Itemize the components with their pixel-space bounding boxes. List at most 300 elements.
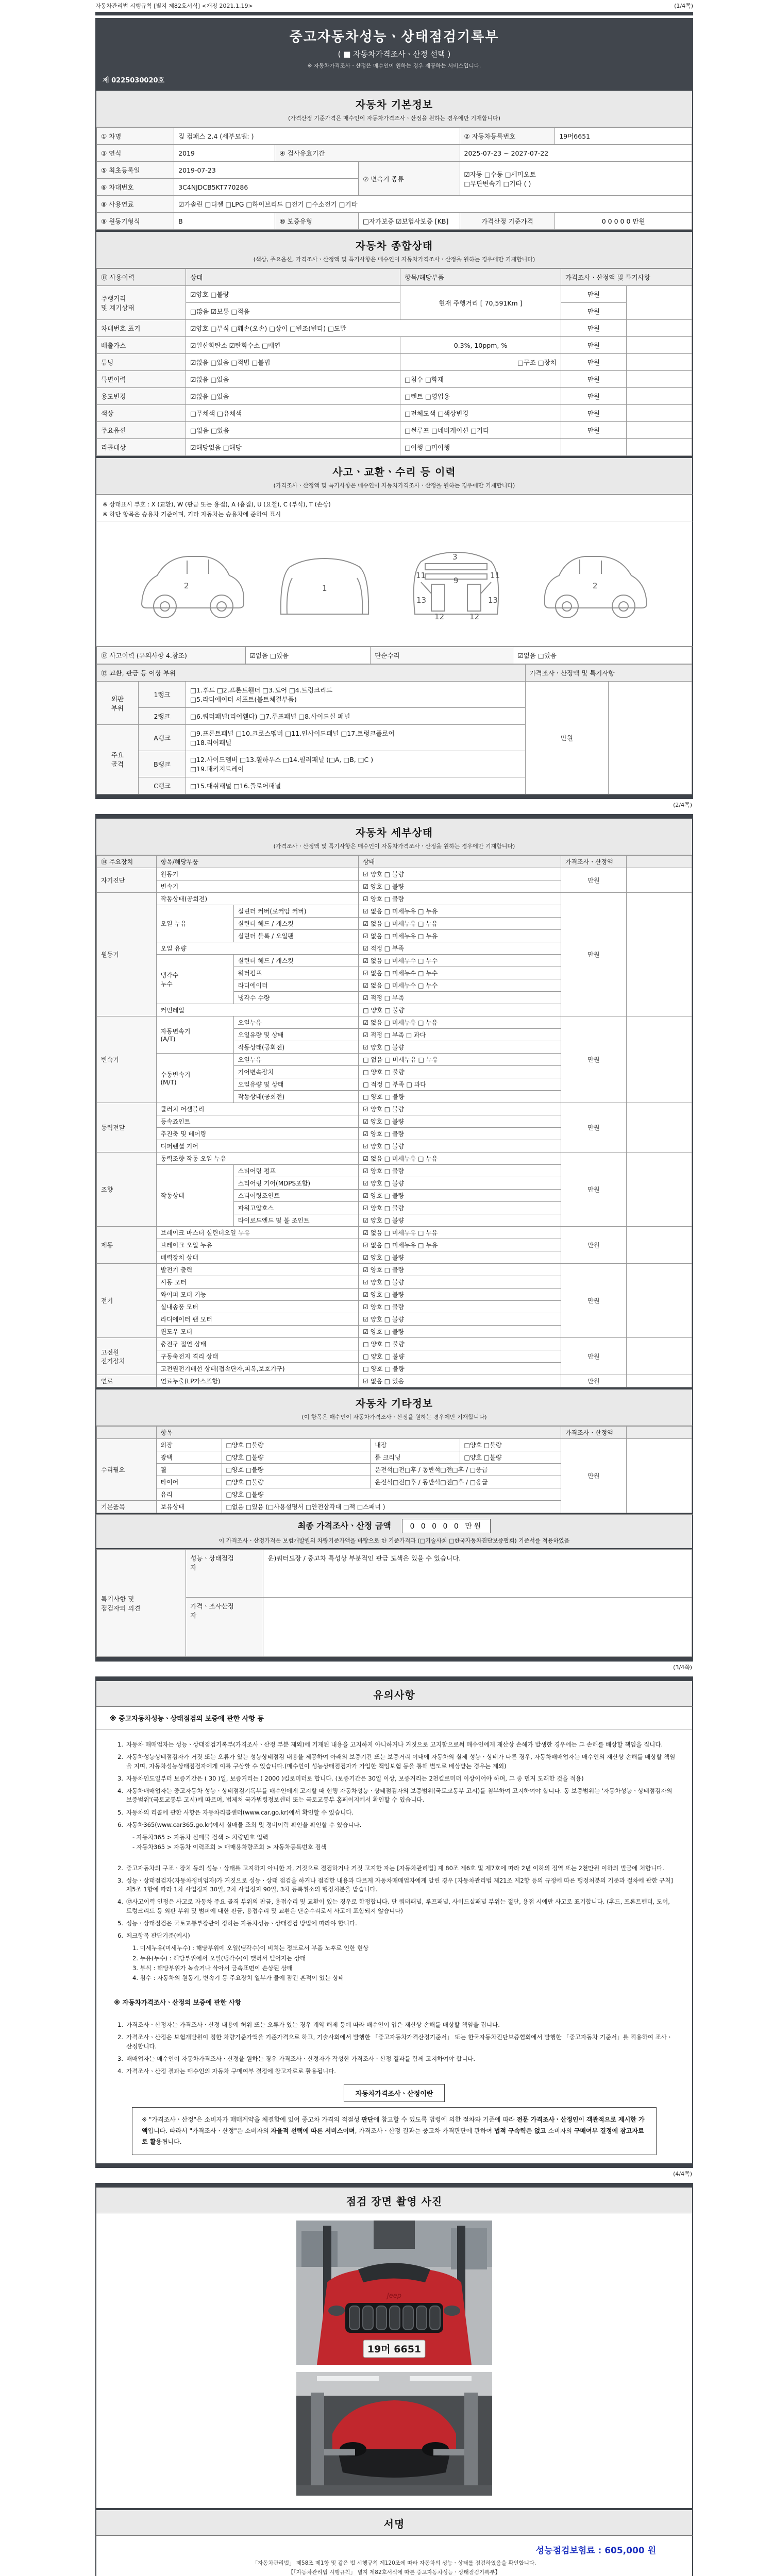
table-cell: ☑ 양호 □ 불량 [359,1264,561,1276]
notice-item: 5. 성능ㆍ상태점검은 국토교통부장관이 정하는 자동차성능ㆍ상태점검 방법에 따라야 합니다. [117,1919,357,1927]
table-cell: ☑자동 □수동 □세미오토 □무단변속기 □기타 ( ) [460,162,692,196]
table-cell [626,893,692,1016]
table-cell: ☑가솔린 □디젤 □LPG □하이브리드 □전기 □수소전기 □기타 [174,196,692,213]
table-cell: 추진축 및 베어링 [156,1128,359,1140]
section-other-subtitle: (이 항목은 매수인이 자동차가격조사ㆍ산정을 원하는 경우에만 기재합니다) [301,1414,487,1420]
signature-box [95,2536,693,2576]
notice-item: 5. 자동차의 리콜에 관한 사항은 자동차리콜센터(www.car.go.kr)에서 확인할 수 있습니다. [117,1808,354,1816]
table-cell [609,682,692,794]
jeep-emblem: Jeep [386,2292,402,2300]
table-cell: 라디에이터 [233,979,359,992]
notice-item: 6. 체크항목 판단기준(예시) [117,1932,190,1939]
table-cell: ☑ 적정 □ 부족 [359,992,561,1004]
table-cell: □양호 □불량 [222,1476,371,1488]
diagram-label: 12 [469,612,480,621]
notice-item: 6. 자동차365(www.car365.go.kr)에서 실매물 조회 및 정비이력 확인을 확인할 수 있습니다. [117,1821,362,1828]
table-cell: 만원 [561,1227,626,1264]
table-cell: □구조 □장치 [400,354,561,371]
notice-block2-header: ※ 자동차가격조사ㆍ산정의 보증에 관한 사항 [114,1998,241,2007]
table-cell [626,422,692,439]
inspection-insurance-fee: 성능점검보험료 : 605,000 원 [535,2546,656,2556]
table-cell: ☑ 양호 □ 불량 [359,1190,561,1202]
diagram-label: 11 [490,571,500,580]
table-cell: ☑없음 □있음 [245,647,371,664]
table-cell [626,1439,692,1513]
notice-item: 1. 자동차 매매업자는 성능ㆍ상태점검기록부(가격조사ㆍ산정 부분 제외)에 기재된 내용을 고지하지 아니하거나 거짓으로 고지함으로써 매수인에게 재산상 손해가 발생한 경우에는 그 손해를 배상할 책임을 집니다. [117,1741,663,1748]
table-cell: 2랭크 [138,708,186,725]
table-cell: ☑ 없음 □ 미세누유 □ 누유 [359,905,561,918]
table-cell: ☑ 양호 □ 불량 [359,1041,561,1054]
table-cell: ☑일산화탄소 ☑탄화수소 □매연 [186,337,400,354]
table-cell: 실린더 헤드 / 개스킷 [233,918,359,930]
notice-items-group3 [96,2010,692,2076]
other-info-table [96,1426,692,1513]
table-cell: 작동상태(공회전) [233,1091,359,1103]
section-accident-subtitle: (가격조사ㆍ산정액 및 특기사항은 매수인이 자동차가격조사ㆍ산정을 원하는 경우에만 기재합니다) [273,482,515,489]
table-cell: 상태 [186,269,400,286]
table-cell: 용도변경 [97,388,186,405]
table-cell: ☑ 양호 □ 불량 [359,1214,561,1227]
detail-state-table [96,855,692,1387]
table-cell: ⑭ 주요장치 [97,856,157,868]
notice-subitem: 1. 미세누유(미세누수) : 해당부위에 오일(냉각수)이 비치는 정도로서 부품 노후로 인한 현상 [132,1944,369,1952]
page4-top-bar [95,2183,693,2187]
table-cell: 스티어링 펌프 [233,1165,359,1177]
table-cell: □많음 ☑보통 □적음 [186,303,400,320]
table-cell: ⑥ 차대번호 [97,179,174,196]
table-cell: 변속기 [97,1016,157,1103]
table-cell: 0 0 0 0 0 만원 [555,213,692,230]
table-cell [626,1338,692,1375]
diagram-label: 13 [416,596,427,605]
text-segment: , 가격조사ㆍ산정 결과는 중고차 가격판단에 관하여 [355,2127,494,2134]
table-cell: ④ 검사유효기간 [275,145,460,162]
table-cell: 2019 [174,145,275,162]
table-cell: 룸 크리닝 [371,1451,460,1464]
table-cell: 발전기 출력 [156,1264,359,1276]
section-overall-subtitle: (색상, 주요옵션, 가격조사ㆍ산정액 및 특기사항은 매수인이 자동차가격조사ㆍ산정을 원하는 경우에만 기재합니다) [253,256,535,263]
notice-subitem: 4. 침수 : 자동차의 원동기, 변속기 등 주요장치 일부가 물에 잠긴 흔적이 있는 상태 [132,1974,344,1981]
table-cell: 동력조향 작동 오일 누유 [156,1153,359,1165]
table-cell: 만원 [561,1153,626,1227]
table-cell: 만원 [561,1375,626,1387]
table-cell: □양호 □불량 [460,1439,561,1451]
diagram-label: 11 [416,571,426,580]
table-cell: ③ 연식 [97,145,174,162]
table-cell: 브레이크 오일 누유 [156,1239,359,1251]
table-cell: 차대번호 표기 [97,320,186,337]
table-cell: ☑ 양호 □ 불량 [359,1165,561,1177]
table-cell: 내장 [371,1439,460,1451]
table-cell: 스티어링 기어(MDPS포함) [233,1177,359,1190]
notice-items-group1 [96,1730,692,1852]
table-cell: 오일유량 및 상태 [233,1078,359,1091]
section-notice-header [95,1680,693,1707]
table-cell: ☑ 없음 □ 미세누수 □ 누수 [359,955,561,967]
table-cell [626,1264,692,1338]
table-cell: ☑ 없음 □ 미세누유 □ 누유 [359,918,561,930]
table-cell: 운)쿼터도장 / 중고차 특성상 부분적인 판금 도색은 있을 수 있습니다. [263,1550,692,1598]
table-cell [626,1427,692,1439]
regulation-text: 자동차관리법 시행규칙 [별지 제82호서식] <개정 2021.1.19> [95,3,253,9]
section-photos-header [95,2187,693,2213]
table-cell: □양호 □불량 [222,1488,561,1501]
table-cell: 수동변속기 (M/T) [156,1054,233,1103]
form-note: ※ 자동차가격조사ㆍ산정은 매수인이 원하는 경우 제공하는 서비스입니다. [307,63,481,69]
diagram-label: 2 [593,581,598,590]
table-cell: 외장 [156,1439,222,1451]
table-cell: 만원 [561,1016,626,1103]
page2-top-bar [95,814,693,818]
table-cell [263,1598,692,1657]
table-cell: 파워고압호스 [233,1202,359,1214]
table-cell: ⑪ 사용이력 [97,269,186,286]
text-segment: 자율적 선택에 따른 서비스이며 [271,2127,355,2134]
table-cell: 커먼레일 [156,1004,359,1016]
table-cell: 전기 [97,1264,157,1338]
table-cell: 자동변속기 (A/T) [156,1016,233,1054]
table-cell: 주요옵션 [97,422,186,439]
section-photos-title: 점검 장면 촬영 사진 [346,2195,443,2208]
table-cell: ☑ 양호 □ 불량 [359,1128,561,1140]
title-block [95,18,693,90]
table-cell: 조향 [97,1153,157,1227]
table-cell: 19머6651 [555,128,692,145]
table-cell [626,868,692,893]
table-cell: 냉각수 수량 [233,992,359,1004]
table-cell: 등속죠인트 [156,1115,359,1128]
table-cell: ⑩ 보증유형 [275,213,359,230]
table-cell: 원동기 [156,868,359,880]
table-cell: □양호 □불량 [222,1439,371,1451]
table-cell: ⑨ 원동기형식 [97,213,174,230]
table-cell: □12.사이드멤버 □13.휠하우스 □14.필러패널 (□A, □B, □C ) □19.패키지트레이 [186,751,525,777]
table-cell: ☑ 없음 □ 미세누수 □ 누수 [359,967,561,979]
table-cell: 라디에이터 팬 모터 [156,1313,359,1326]
final-price-note: 이 가격조사ㆍ산정가격은 보험개발원의 차량기준가액을 바탕으로 한 기준가격과 (□기술사회 □한국자동차진단보증협회) 기준서를 적용하였음 [219,1537,570,1544]
table-cell [626,856,692,868]
notice-item: 3. 매매업자는 매수인이 자동차가격조사ㆍ산정을 원하는 경우 가격조사ㆍ산정자가 작성한 가격조사ㆍ산정 결과를 함께 고지하여야 합니다. [117,2055,476,2062]
text-segment: 구매여부 결정에 참고자료로 활용 [142,2127,644,2146]
table-cell: ⑬ 교환, 판금 등 이상 부위 [97,665,526,682]
table-cell: 시동 모터 [156,1276,359,1289]
form-title: 중고자동차성능ㆍ상태점검기록부 [289,29,499,45]
table-cell: □무채색 □유채색 [186,405,400,422]
car-diagram [126,527,662,639]
table-cell: 항목/해당부품 [156,856,359,868]
table-cell: 작동상태(공회전) [156,893,359,905]
table-cell: □렌트 □영업용 [400,388,561,405]
table-cell [626,1375,692,1387]
table-cell: 디퍼렌셜 기어 [156,1140,359,1153]
table-cell [626,354,692,371]
table-cell [626,405,692,422]
table-cell: 실린더 블록 / 오일팬 [233,930,359,942]
table-cell: ☑ 양호 □ 불량 [359,1289,561,1301]
page3-top-bar [95,1676,693,1680]
table-cell: 충전구 절연 상태 [156,1338,359,1350]
table-cell: 만원 [561,354,626,371]
table-cell: □ 적정 □ 부족 □ 과다 [359,1078,561,1091]
panel-frame-table [96,664,692,794]
notice-block2 [96,1984,692,2008]
table-cell: 원동기 [97,893,157,1016]
table-cell: ☑ 양호 □ 불량 [359,1276,561,1289]
page-marker-2: (2/4쪽) [673,802,692,808]
overall-state-table [96,268,692,456]
notice-item: 4. ⑫사고이력 인정은 사고로 자동차 주요 골격 부위의 판금, 용접수리 및 교환이 있는 경우로 한정합니다. 단 쿼터패널, 루프패널, 사이드실패널 부위는 절단, 용접 시에만 사고로 표기합니다. (후드, 프론트펜더, 도어, 트렁크리드 등 외판 부위 및 범퍼에 대한 판금, 용접수리 및 교환은 단순수리로서 사고에 포함되지 않습니다) [117,1898,670,1914]
notice-item: 4. 가격조사ㆍ산정 결과는 매수인의 자동차 구매여부 결정에 참고자료로 활용됩니다. [117,2067,336,2075]
table-cell: □ 양호 □ 불량 [359,1363,561,1375]
table-cell [97,1427,157,1439]
table-cell: 냉각수 누수 [156,955,233,1004]
table-cell: 윈도우 모터 [156,1326,359,1338]
page-marker-4: (4/4쪽) [673,2171,692,2178]
table-cell: 0.3%, 10ppm, % [400,337,561,354]
table-cell: 작동상태 [156,1165,233,1227]
table-cell: □ 양호 □ 불량 [359,1066,561,1078]
table-cell: 만원 [561,893,626,1016]
table-cell: 만원 [525,682,609,794]
form-subtitle: ( ■ 자동차가격조사ㆍ산정 선택 ) [338,49,451,59]
table-cell: □9.프론트패널 □10.크로스멤버 □11.인사이드패널 □17.트렁크플로어 □18.리어패널 [186,725,525,751]
diagram-label: 13 [488,596,498,605]
table-cell: ☑ 양호 □ 불량 [359,1251,561,1264]
table-cell: ☑없음 □있음 [513,647,692,664]
table-cell: ② 자동차등록번호 [460,128,555,145]
accident-history-box [95,646,693,795]
table-cell: ☑ 없음 □ 미세누유 □ 누유 [359,1239,561,1251]
table-cell: ⑤ 최초등록일 [97,162,174,179]
table-cell: 3C4NJDCB5KT770286 [174,179,359,196]
text-segment: 이 [578,2116,586,2124]
form-frame [95,0,693,2576]
notice-item: 1. 가격조사ㆍ산정자는 가격조사ㆍ산정 내용에 허위 또는 오류가 있는 경우 계약 해제 등에 따라 매수인이 입은 재산상 손해를 배상할 책임을 집니다. [117,2021,500,2028]
table-cell: ☑ 양호 □ 불량 [359,1313,561,1326]
table-cell: ☑ 양호 □ 불량 [359,1326,561,1338]
table-cell: □이행 □미이행 [400,439,561,456]
opinion-table-box [95,1549,693,1658]
table-cell: 리콜대상 [97,439,186,456]
table-cell: 배력장치 상태 [156,1251,359,1264]
table-cell: 특별이력 [97,371,186,388]
table-cell: ☑ 없음 □ 미세누유 □ 누유 [359,1227,561,1239]
table-cell: 기어변속장치 [233,1066,359,1078]
section-other-title: 자동차 기타정보 [355,1397,433,1410]
table-cell: 가격ㆍ조사산정 자 [186,1598,263,1657]
page2-bottom-bar [95,1658,693,1662]
text-segment: ※ "가격조사ㆍ산정"은 소비자가 매매계약을 체결함에 있어 중고차 가격의 적절성 [142,2116,362,2124]
table-cell: ☑ 양호 □ 불량 [359,880,561,893]
table-cell: 고전원전기배선 상태(접속단자,피복,보호기구) [156,1363,359,1375]
table-cell [561,439,626,456]
page1-top-bar [95,12,693,15]
final-price-bar [95,1514,693,1549]
license-plate: 19머 6651 [367,2344,422,2355]
table-cell: 브레이크 마스터 실린더오일 누유 [156,1227,359,1239]
table-cell: ☑ 양호 □ 불량 [359,1140,561,1153]
table-cell: □15.대쉬패널 □16.플로어패널 [186,777,525,794]
notice-item: 3. 자동차인도일부터 보증기간은 ( 30 )일, 보증거리는 ( 2000 )킬로미터로 합니다. (보증기간은 30일 이상, 보증거리는 2천킬로미터 이상이어야 하며, 그 중 먼저 도래한 것을 적용) [117,1774,584,1782]
table-cell: □1.후드 □2.프론트휀더 □3.도어 □4.트렁크리드 □5.라디에이터 서포트(볼트체결부품) [186,682,525,708]
notice-item: 4. 자동차매매업자는 중고자동차 성능ㆍ상태점검기록부를 매수인에게 고지할 때 현행 자동차성능ㆍ상태점검자의 보증범위(국토교통부 고시)를 첨부하여 고지하여야 합니다. 동 보증범위는 '자동차성능ㆍ상태점검자의 보증범위'(국토교통부 고시)에 따르며, 법제처 국가법령정보센터 또는 국토교통부 홈페이지에서 확인할 수 있습니다. [117,1787,673,1804]
table-cell: 배출가스 [97,337,186,354]
form-reference-line: 【「자동차관리법 시행규칙」 별지 제82호서식에 따른 중고자동차성능ㆍ상태점검기록부】 [288,2569,500,2575]
table-cell: 색상 [97,405,186,422]
table-cell: 오일 유량 [156,942,359,955]
table-cell: 작동상태(공회전) [233,1041,359,1054]
text-segment: 소비자의 [546,2127,574,2134]
final-price-amount: 0 0 0 0 0 만원 [402,1519,491,1533]
section-overall-header [95,231,693,268]
table-cell: 만원 [561,337,626,354]
basic-info-table [96,127,692,230]
table-cell: □양호 □불량 [222,1464,371,1476]
table-cell [626,286,692,320]
table-cell: 만원 [561,320,626,337]
table-cell: ☑ 양호 □ 불량 [359,868,561,880]
text-segment: 판단 [361,2116,374,2124]
table-cell: ⑧ 사용연료 [97,196,174,213]
table-cell: 현재 주행거리 [ 70,591Km ] [400,286,561,320]
table-cell: A랭크 [138,725,186,751]
table-cell: □없음 □있음 (□사용설명서 □안전삼각대 □잭 □스패너 ) [222,1501,561,1513]
table-cell: 고전원 전기장치 [97,1338,157,1375]
table-cell: 상태 [359,856,561,868]
table-cell: 만원 [561,303,626,320]
table-cell: 와이퍼 모터 기능 [156,1289,359,1301]
table-cell: ☑ 없음 □ 미세누수 □ 누수 [359,979,561,992]
status-code-legend: ※ 상태표시 부호 : X (교환), W (판금 또는 용접), A (흠집), U (요철), C (부식), T (손상) [103,501,331,508]
text-segment: 됩니다. [161,2138,182,2146]
table-cell: 휠 [156,1464,222,1476]
accident-legend [95,495,693,521]
table-cell: 만원 [561,405,626,422]
table-cell: 짚 컴패스 2.4 (세부모델: ) [174,128,460,145]
notice-subitem: 3. 부식 : 해당부위가 녹슬거나 삭아서 금속표면이 손상된 상태 [132,1964,293,1972]
section-overall-title: 자동차 종합상태 [355,240,433,252]
table-cell: 실내송풍 모터 [156,1301,359,1313]
table-cell: 오일누유 [233,1016,359,1029]
table-cell [626,439,692,456]
table-cell: 가격조사ㆍ산정액 [561,856,626,868]
opinion-table [96,1549,692,1657]
section-other-header [95,1388,693,1426]
section-basic-subtitle: (가격산정 기준가격은 매수인이 자동차가격조사ㆍ산정을 원하는 경우에만 기재합니다) [288,115,501,122]
table-cell: □ 양호 □ 불량 [359,1091,561,1103]
notice-item: 2. 중고자동차의 구조ㆍ장치 등의 성능ㆍ상태를 고지하지 아니한 자, 거짓으로 점검하거나 거짓 고지한 자는 [자동차관리법] 제 80조 제6호 및 제7호에 따라 2년 이하의 징역 또는 2천만원 이하의 벌금에 처합니다. [117,1864,664,1872]
table-cell: 1랭크 [138,682,186,708]
section-detail-title: 자동차 세부상태 [355,826,433,839]
table-cell: ☑ 없음 □ 미세누유 □ 누유 [359,930,561,942]
notice-item: 2. 가격조사ㆍ산정은 보험개발원이 정한 차량기준가액을 기준가격으로 하고, 기술사회에서 발행한 「중고자동차가격산정기준서」 또는 한국자동차진단보증협회에서 발행한 「중고자동차 기준서」를 적용하여 조사ㆍ산정합니다. [117,2033,673,2050]
table-cell: 만원 [561,1264,626,1338]
page1-topline [95,0,693,12]
table-cell: 가격조사ㆍ산정액 [561,1427,626,1439]
page3-bottom-bar [95,2164,693,2168]
table-cell [626,371,692,388]
inspection-photos-box [95,2213,693,2509]
table-cell: 만원 [561,371,626,388]
table-cell: □ 양호 □ 불량 [359,1004,561,1016]
diagram-label: 3 [452,552,458,562]
table-cell: ☑양호 □부식 □훼손(오손) □상이 □변조(변타) □도말 [186,320,561,337]
table-cell: 기본품목 [97,1501,157,1513]
table-cell: 만원 [561,388,626,405]
table-cell: 성능ㆍ상태점검 자 [186,1550,263,1598]
table-cell: 단순수리 [371,647,513,664]
table-cell: 동력전달 [97,1103,157,1153]
photo-car-underbody [296,2372,492,2496]
table-cell: 운전석□전□후 / 동반석□전□후 / □응급 [371,1464,561,1476]
section-notice-title: 유의사항 [373,1689,415,1701]
table-cell: ☑ 없음 □ 미세누유 □ 누유 [359,1153,561,1165]
table-cell: 광택 [156,1451,222,1464]
table-cell [626,1153,692,1227]
table-cell: 가격산정 기준가격 [460,213,555,230]
section-sign-title: 서명 [383,2518,405,2531]
table-cell: ☑양호 □불량 [186,286,400,303]
diagram-label: 12 [434,612,445,621]
table-cell [626,320,692,337]
section-sign-header [95,2509,693,2536]
table-cell: B [174,213,275,230]
table-cell: 가격조사ㆍ산정액 및 특기사항 [561,269,692,286]
diagram-label: 2 [184,581,189,590]
diagram-label: 9 [453,576,459,585]
table-cell: 주요 골격 [97,725,139,794]
table-cell: 2025-07-23 ~ 2027-07-22 [460,145,692,162]
table-cell: 타이로드엔드 및 볼 조인트 [233,1214,359,1227]
page-marker-1: (1/4쪽) [674,3,693,9]
notice-subitem: - 자동차365 > 자동차 이력조회 > 매매용차량조회 > 자동차등록번호 검색 [132,1843,327,1851]
price-survey-description [132,2107,657,2155]
table-cell: ☑ 양호 □ 불량 [359,893,561,905]
table-cell: □없음 □있음 [186,422,400,439]
table-cell: 만원 [561,286,626,303]
notice-item: 2. 자동차성능상태점검자가 거짓 또는 오류가 있는 성능상태점검 내용을 제공하여 아래의 보증기간 또는 보증거리 이내에 자동차의 실제 성능ㆍ상태가 다른 경우, 자동차매매업자는 매수인의 재산상 손해를 배상할 책임을 지며, 자동차성능상태점검자에게 이를 구상할 수 있습니다.(매수인이 성능상태점검자가 가입한 책임보험 등을 통해 별도로 배상받는 경우는 제외) [117,1753,676,1770]
notice-block1-header: ※ 중고자동차성능ㆍ상태점검의 보증에 관한 사항 등 [96,1707,692,1730]
text-segment: 에 참고할 수 있도록 법령에 의한 절차와 기준에 따라 [373,2116,517,2124]
text-segment: 법적 구속력은 없고 [494,2127,546,2134]
table-cell: □썬루프 □네비게이션 □기타 [400,422,561,439]
table-cell: □전체도색 □색상변경 [400,405,561,422]
table-cell: □양호 □불량 [460,1451,561,1464]
other-info-table-box [95,1426,693,1514]
table-cell: ☑없음 □있음 □적법 □불법 [186,354,400,371]
section-detail-header [95,818,693,855]
page1-bottom-bar [95,795,693,799]
table-cell: 만원 [561,1338,626,1375]
legal-confirmation-line: 「자동차관리법」 제58조 제1항 및 같은 법 시행규칙 제120조에 따라 자동차의 성능ㆍ상태를 점검하였음을 확인합니다. [252,2560,536,2567]
table-cell: 구동축전지 격리 상태 [156,1350,359,1363]
table-cell: 제동 [97,1227,157,1264]
passenger-car-note: ※ 하단 항목은 승용차 기준이며, 기타 자동차는 승용차에 준하여 표시 [103,511,281,518]
table-cell: □ 없음 □ 미세누유 □ 누유 [359,1054,561,1066]
table-cell: ⑦ 변속기 종류 [359,162,460,196]
price-survey-label-box: 자동차가격조사ㆍ산정이란 [344,2084,445,2102]
table-cell: 오일누유 [233,1054,359,1066]
table-cell: ☑ 적정 □ 부족 □ 과다 [359,1029,561,1041]
table-cell: ① 차명 [97,128,174,145]
table-cell: □자가보증 ☑보험사보증 [KB] [359,213,460,230]
page-marker-3: (3/4쪽) [673,1664,692,1671]
table-cell: ☑ 양호 □ 불량 [359,1177,561,1190]
table-cell: 만원 [561,422,626,439]
table-cell: □양호 □불량 [222,1451,371,1464]
table-cell: 연료누출(LP가스포함) [156,1375,359,1387]
notice-subitem: 2. 누유(누수) : 해당부위에서 오일(냉각수)이 맺혀서 떨어지는 상태 [132,1954,306,1962]
